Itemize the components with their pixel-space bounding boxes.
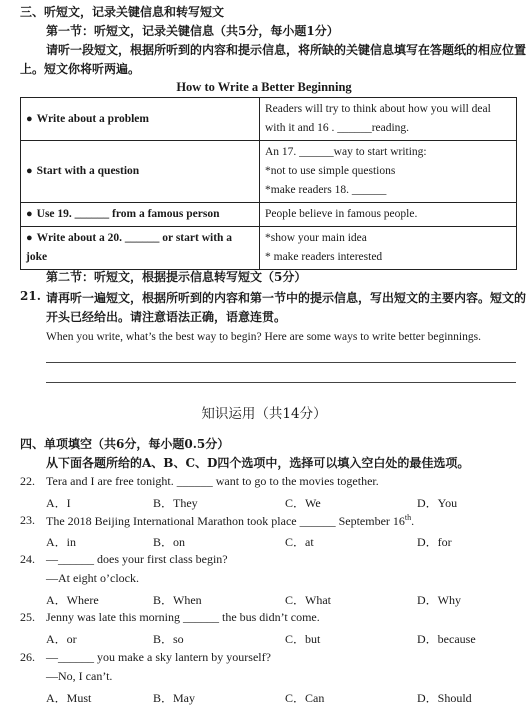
stem-end: . (411, 514, 415, 528)
q21-instruction-line1: 请再听一遍短文，根据所听到的内容和第一节中的提示信息，写出短文的主要内容。短文的 (46, 291, 527, 305)
option-a[interactable]: A．Where (46, 593, 99, 607)
question-stem (46, 513, 414, 529)
option-b[interactable]: B．on (153, 535, 186, 549)
question-number: 25. (20, 610, 35, 624)
question-number: 23. (20, 513, 35, 527)
cell-text: People believe in famous people. (265, 208, 418, 220)
answer-line[interactable] (46, 382, 516, 383)
ordinal-suffix: th (404, 513, 412, 522)
option-b[interactable]: B．so (153, 632, 184, 646)
table-row (21, 141, 517, 203)
info-table (20, 97, 517, 270)
question-number: 24. (20, 552, 35, 566)
stem-text: The 2018 Beijing International Marathon took place ______ September 16 (46, 514, 405, 528)
option-c[interactable]: C．but (285, 632, 321, 646)
row-label: joke (26, 251, 48, 263)
question-stem: —______ does your first class begin? (46, 552, 228, 566)
question-stem: Tera and I are free tonight. ______ want to go to the movies together. (46, 474, 379, 488)
option-d[interactable]: D．Why (417, 593, 461, 607)
option-c[interactable]: C．We (285, 496, 321, 510)
row-label: Write about a problem (36, 112, 149, 125)
table-cell-left (21, 227, 260, 270)
question-stem: Jenny was late this morning ______ the bus didn’t come. (46, 610, 320, 624)
bullet-icon: ● (26, 232, 33, 244)
table-row (21, 98, 517, 141)
option-c[interactable]: C．What (285, 593, 331, 607)
option-a[interactable]: A．in (46, 535, 77, 549)
row-label: Use 19. ______ from a famous person (36, 208, 220, 220)
row-label: Write about a 20. ______ or start with a (36, 232, 233, 244)
question-number: 22. (20, 474, 35, 488)
option-a[interactable]: A．Must (46, 691, 92, 705)
option-c[interactable]: C．Can (285, 691, 325, 705)
cell-text: * make readers interested (265, 251, 383, 263)
section3-title: 三、听短文，记录关键信息和转写短文 (20, 5, 225, 19)
bullet-icon: ● (26, 112, 33, 125)
option-b[interactable]: B．When (153, 593, 202, 607)
instruction-line1: 请听一段短文，根据所听到的内容和提示信息，将所缺的关键信息填写在答题纸的相应位置 (46, 43, 527, 57)
option-a[interactable]: A．or (46, 632, 77, 646)
table-cell-right (260, 227, 517, 270)
cell-text: *make readers 18. ______ (265, 184, 387, 196)
table-cell-left (21, 203, 260, 227)
q21-number: 21. (20, 289, 41, 303)
part1-heading: 第一节：听短文，记录关键信息（共5分，每小题1分） (46, 24, 339, 38)
instruction-line2: 上。短文你将听两遍。 (20, 62, 141, 76)
section4-instruction: 从下面各题所给的A、B、C、D四个选项中，选择可以填入空白处的最佳选项。 (46, 456, 470, 470)
table-title: How to Write a Better Beginning (176, 80, 352, 94)
option-c[interactable]: C．at (285, 535, 314, 549)
option-d[interactable]: D．because (417, 632, 476, 646)
question-stem-response: —No, I can’t. (46, 669, 113, 683)
option-a[interactable]: A．I (46, 496, 71, 510)
bullet-icon: ● (26, 208, 33, 220)
row-label: Start with a question (36, 165, 140, 177)
knowledge-title: 知识运用（共14分） (201, 406, 327, 422)
answer-line[interactable] (46, 362, 516, 363)
option-d[interactable]: D．You (417, 496, 458, 510)
table-cell-left (21, 141, 260, 203)
q21-instruction-line2: 开头已经给出。请注意语法正确，语意连贯。 (46, 310, 287, 324)
part2-heading: 第二节：听短文，根据提示信息转写短文（5分） (46, 270, 307, 284)
option-d[interactable]: D．Should (417, 691, 472, 705)
table-row (21, 227, 517, 270)
bullet-icon: ● (26, 165, 33, 177)
cell-text: *not to use simple questions (265, 165, 396, 177)
question-stem: —______ you make a sky lantern by yourself? (46, 650, 271, 664)
table-cell-right (260, 141, 517, 203)
question-stem-response: —At eight o’clock. (46, 571, 139, 585)
q21-given-start: When you write, what’s the best way to begin? Here are some ways to write better beginnings. (46, 331, 481, 343)
cell-text: Readers will try to think about how you will deal (265, 103, 491, 115)
option-d[interactable]: D．for (417, 535, 452, 549)
section4-title: 四、单项填空（共6分，每小题0.5分） (20, 437, 230, 451)
cell-text: An 17. ______way to start writing: (265, 146, 427, 158)
option-b[interactable]: B．They (153, 496, 198, 510)
table-cell-right (260, 98, 517, 141)
question-number: 26. (20, 650, 35, 664)
table-cell-right (260, 203, 517, 227)
table-row (21, 203, 517, 227)
option-b[interactable]: B．May (153, 691, 196, 705)
table-cell-left (21, 98, 260, 141)
cell-text: with it and 16 . ______reading. (265, 122, 410, 134)
cell-text: *show your main idea (265, 232, 367, 244)
